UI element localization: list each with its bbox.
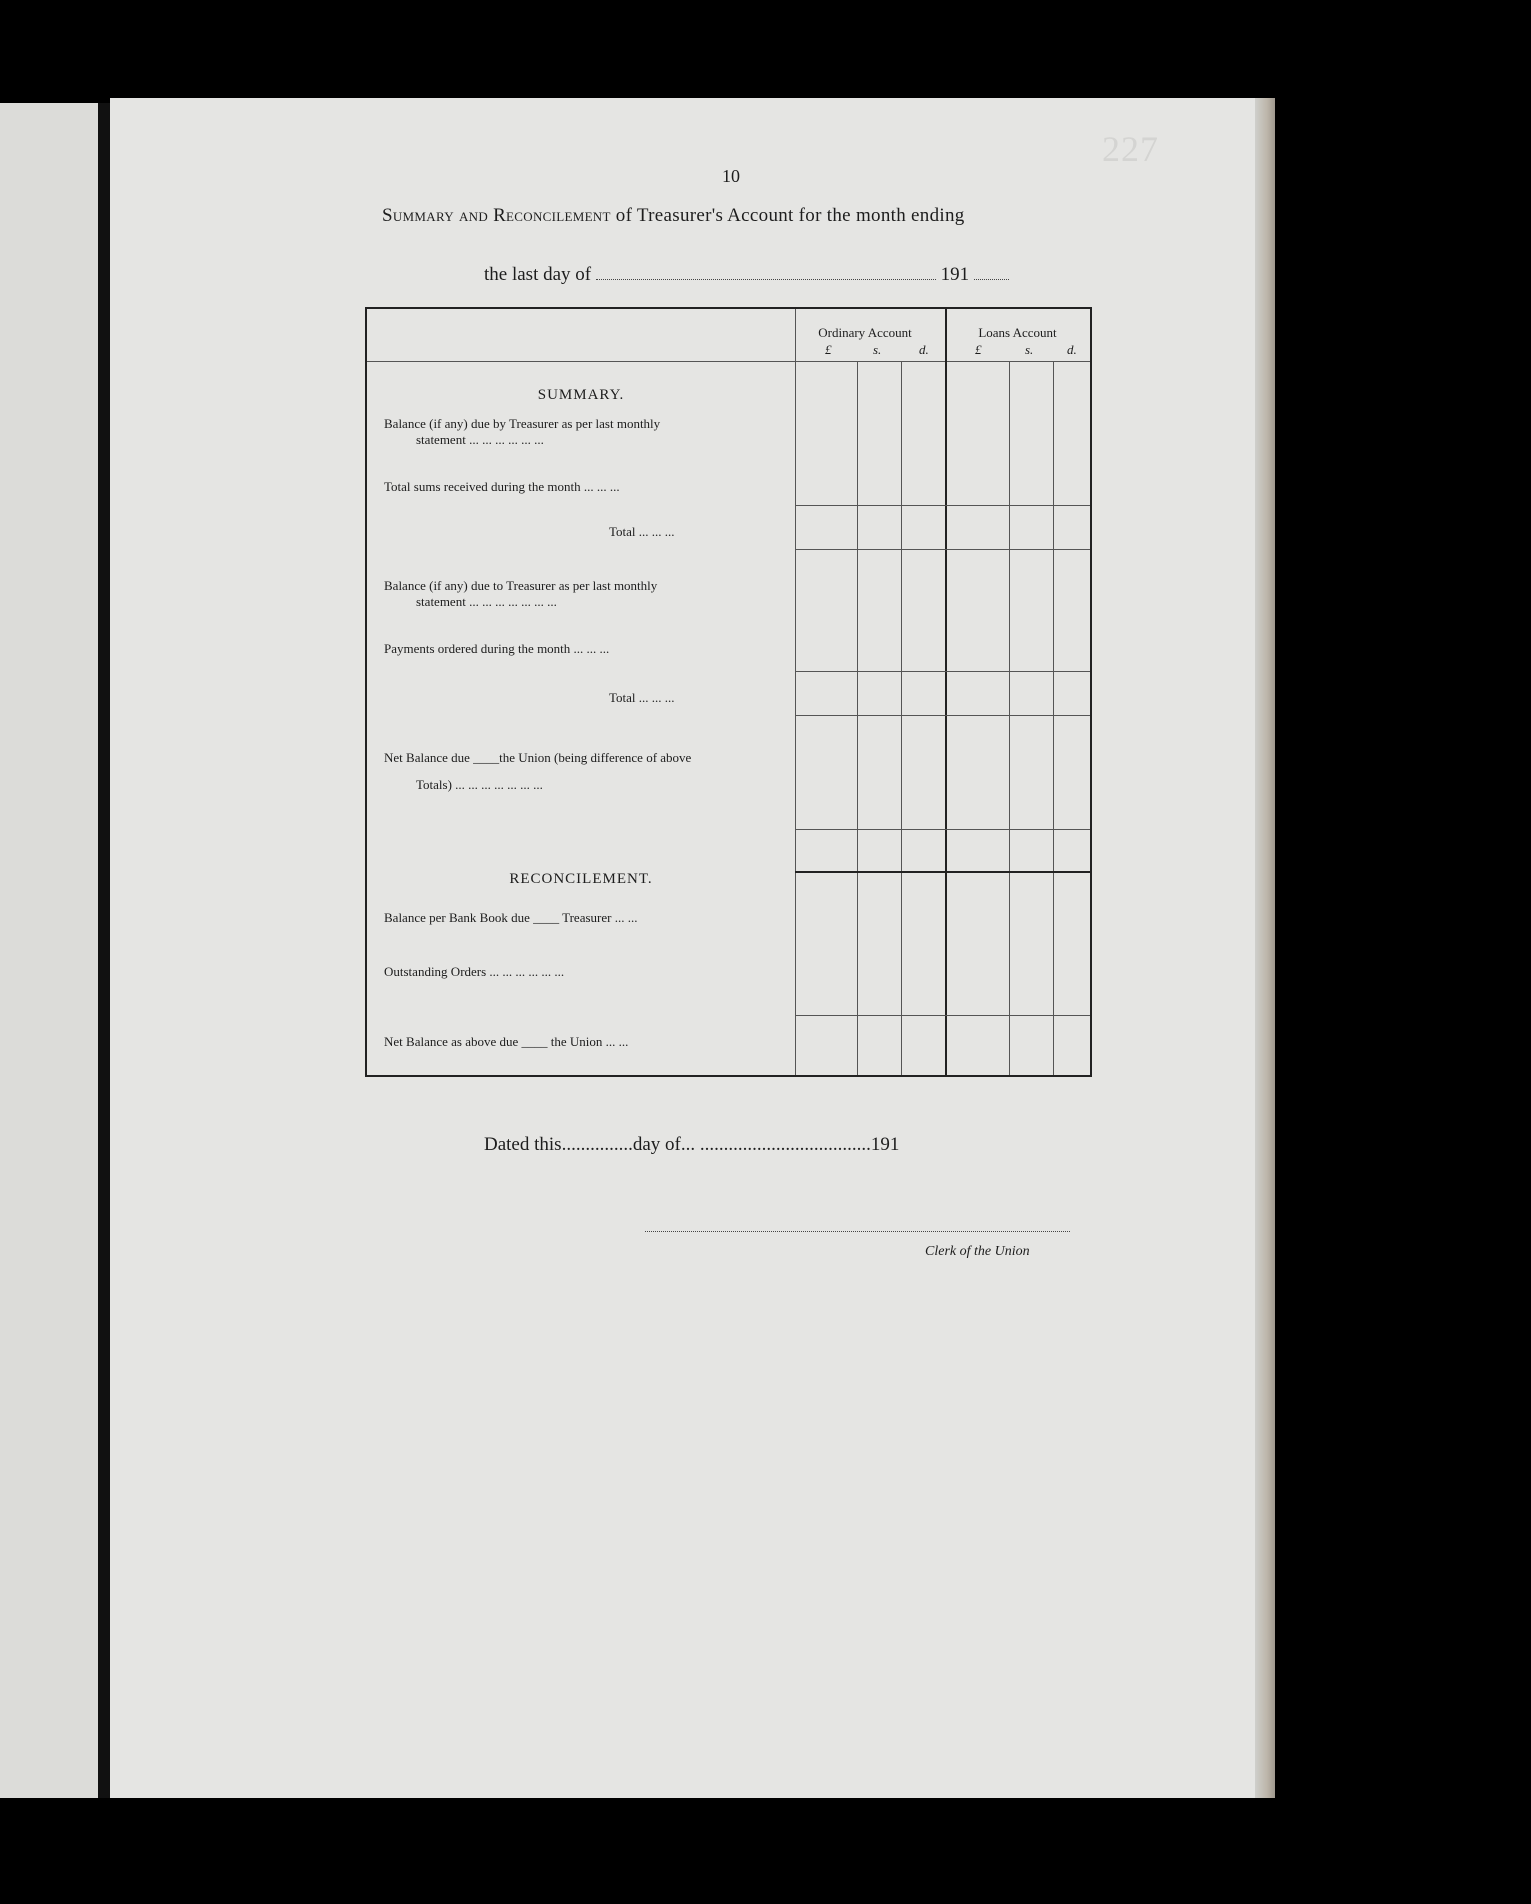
ordinary-pence-unit: d. <box>919 342 929 357</box>
last-day-prefix: the last day of <box>484 264 592 285</box>
ordinary-account-header: Ordinary Account <box>818 325 912 340</box>
page-stamp: 227 <box>1102 129 1159 169</box>
net-above-label: Net Balance as above due ____ the Union ... ... <box>384 1034 629 1049</box>
book-gutter <box>98 103 110 1798</box>
ordinary-pounds-unit: £ <box>825 342 832 357</box>
total-1-label: Total ... ... ... <box>609 524 675 539</box>
balance-to-label: Balance (if any) due to Treasurer as per last monthly <box>384 578 658 593</box>
loans-shillings-unit: s. <box>1025 342 1034 357</box>
balance-by-label: Balance (if any) due by Treasurer as per last monthly <box>384 416 661 431</box>
row-rule <box>795 829 1090 830</box>
month-blank <box>596 278 936 280</box>
payments-label: Payments ordered during the month ... ... ... <box>384 641 610 656</box>
net-balance-label: Net Balance due ____the Union (being difference of above <box>384 750 692 765</box>
loans-pounds-unit: £ <box>975 342 982 357</box>
year-blank <box>974 278 1009 280</box>
row-rule <box>795 1015 1090 1016</box>
account-table <box>365 307 1092 1077</box>
header-divider <box>367 361 1090 362</box>
net-balance-label-2: Totals) ... ... ... ... ... ... ... <box>416 777 543 792</box>
balance-by-label-2: statement ... ... ... ... ... ... <box>416 432 544 447</box>
row-rule <box>795 505 1090 506</box>
col-rule <box>857 361 858 1075</box>
loans-account-header: Loans Account <box>978 325 1057 340</box>
loans-pence-unit: d. <box>1067 342 1077 357</box>
dated-line: Dated this...............day of... ....................................191 <box>484 1134 900 1155</box>
col-rule-thick <box>945 309 947 1075</box>
heading-small-caps: Summary and Reconcilement <box>382 205 611 226</box>
row-rule <box>795 549 1090 550</box>
heading-rest: of Treasurer's Account for the month ending <box>610 205 965 226</box>
bank-book-label: Balance per Bank Book due ____ Treasurer ... ... <box>384 910 638 925</box>
col-rule <box>901 361 902 1075</box>
year-prefix: 191 <box>940 264 970 285</box>
total-received-label: Total sums received during the month ... ... ... <box>384 479 620 494</box>
col-rule <box>1009 361 1010 1075</box>
total-2-label: Total ... ... ... <box>609 690 675 705</box>
row-rule <box>795 715 1090 716</box>
summary-title: SUMMARY. <box>537 387 625 403</box>
col-rule <box>1053 361 1054 1075</box>
clerk-caption: Clerk of the Union <box>925 1244 1030 1259</box>
balance-to-label-2: statement ... ... ... ... ... ... ... <box>416 594 557 609</box>
row-rule-thick <box>795 871 1090 873</box>
last-day-line <box>484 264 1009 286</box>
reconcilement-title: RECONCILEMENT. <box>509 871 653 887</box>
form-heading <box>382 205 1082 227</box>
left-page <box>0 103 98 1798</box>
page-edge <box>1255 98 1275 1798</box>
signature-line <box>645 1231 1070 1232</box>
row-rule <box>795 671 1090 672</box>
outstanding-orders-label: Outstanding Orders ... ... ... ... ... ... <box>384 964 565 979</box>
page-number: 10 <box>722 166 740 186</box>
ordinary-shillings-unit: s. <box>873 342 882 357</box>
col-rule <box>795 309 796 1075</box>
